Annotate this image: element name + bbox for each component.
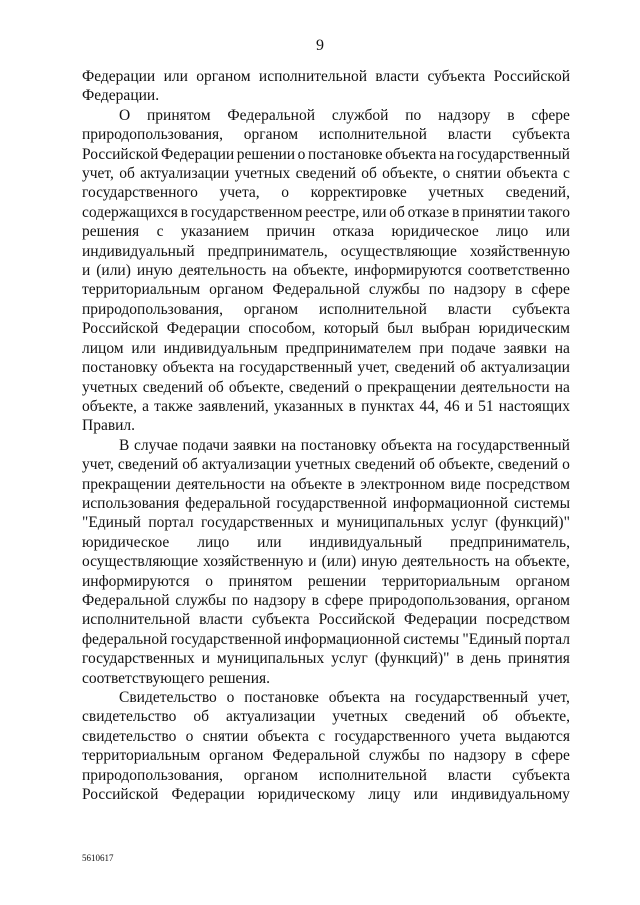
paragraph [82, 688, 570, 804]
text-line: Федерации или органом исполнительной власти субъекта Российской [82, 68, 570, 85]
text-line: учетных сведений об объекте, сведений о прекращении деятельности на [82, 378, 570, 396]
text-line: Российской Федерации решении о постановке объекта на государственный [82, 145, 570, 163]
text-line: федеральной государственной информационной системы "Единый портал [82, 630, 570, 648]
document-footer-code: 5610617 [82, 853, 114, 863]
text-line: юридическое лицо или индивидуальный предприниматель, [82, 533, 570, 551]
text-line: соответствующего решения. [82, 669, 271, 687]
text-line: осуществляющие хозяйственную и (или) иную деятельность на объекте, [82, 553, 570, 571]
text-line: постановку объекта на государственный учет, сведений об актуализации [82, 359, 570, 377]
text-line: лицом или индивидуальным предпринимателем при подаче заявки на [82, 339, 570, 357]
text-line: исполнительной власти субъекта Российской Федерации посредством [82, 611, 570, 629]
text-line: информируются о принятом решении территориальным органом [82, 572, 570, 590]
text-line: свидетельство об актуализации учетных сведений об объекте, [82, 708, 570, 726]
text-line: индивидуальный предприниматель, осуществляющие хозяйственную [82, 242, 570, 260]
text-line: прекращении деятельности на объекте в электронном виде посредством [82, 475, 570, 493]
paragraph [82, 436, 570, 688]
text-line: содержащихся в государственном реестре, или об отказе в принятии такого [82, 203, 570, 221]
text-line: свидетельство о снятии объекта с государственного учета выдаются [82, 727, 570, 745]
text-line: В случае подачи заявки на постановку объекта на государственный [119, 436, 570, 454]
text-line: Федеральной службы по надзору в сфере природопользования, органом [82, 591, 570, 609]
text-line: О принятом Федеральной службой по надзору в сфере [119, 106, 570, 124]
text-line: природопользования, органом исполнительной власти субъекта [82, 126, 570, 144]
text-line: территориальным органом Федеральной службы по надзору в сфере [82, 281, 570, 299]
text-line: решения с указанием причин отказа юридическое лицо или [82, 223, 570, 241]
page-number: 9 [316, 37, 324, 54]
text-line: и (или) иную деятельность на объекте, информируются соответственно [82, 262, 570, 280]
text-line: Российской Федерации юридическому лицу или индивидуальному [82, 786, 570, 804]
document-body [82, 67, 570, 804]
paragraph [82, 106, 570, 436]
text-line: использования федеральной государственной информационной системы [82, 494, 570, 512]
text-line: Федерации. [82, 87, 160, 105]
text-line: государственных и муниципальных услуг (функций)" в день принятия [82, 650, 570, 668]
text-line: учет, об актуализации учетных сведений об объекте, о снятии объекта с [82, 165, 570, 183]
text-line: учет, сведений об актуализации учетных сведений об объекте, сведений о [82, 456, 570, 474]
text-line: "Единый портал государственных и муниципальных услуг (функций)" [82, 514, 570, 532]
text-line: природопользования, органом исполнительной власти субъекта [82, 300, 570, 318]
text-line: Правил. [82, 417, 136, 435]
text-line: объекте, а также заявлений, указанных в пунктах 44, 46 и 51 настоящих [82, 397, 570, 415]
text-line: Свидетельство о постановке объекта на государственный учет, [119, 689, 570, 706]
paragraph [82, 67, 570, 106]
text-line: государственного учета, о корректировке учетных сведений, [82, 184, 570, 202]
text-line: Российской Федерации способом, который был выбран юридическим [82, 320, 570, 338]
text-line: природопользования, органом исполнительной власти субъекта [82, 766, 570, 784]
text-line: территориальным органом Федеральной службы по надзору в сфере [82, 747, 570, 765]
